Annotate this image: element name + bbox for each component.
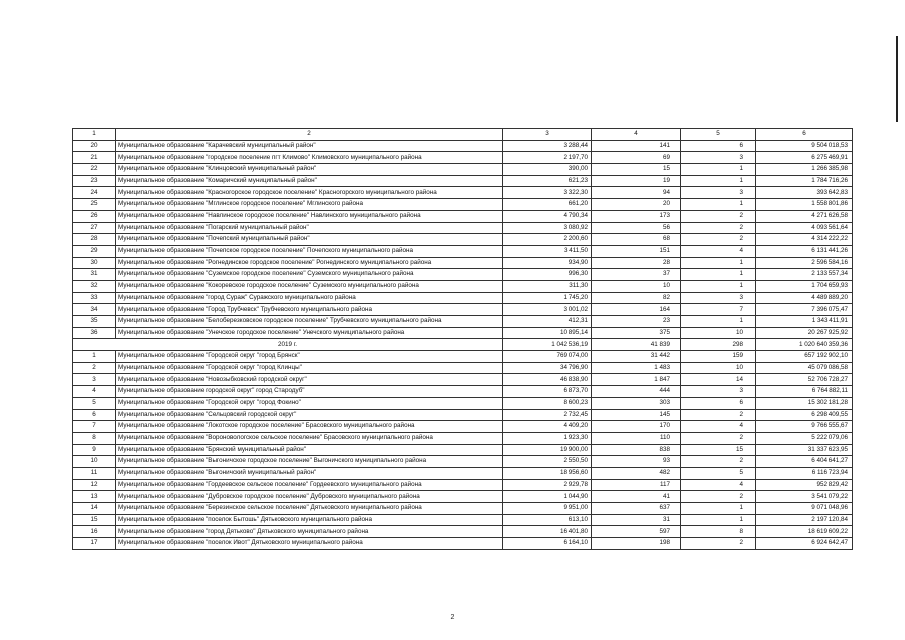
table-row: [73, 245, 853, 257]
row-number: 13: [73, 491, 116, 503]
header-cell-3: 3: [503, 129, 592, 141]
municipality-name: Муниципальное образование "Комаричский муниципальный район": [116, 175, 503, 187]
area-value: 934,90: [503, 257, 592, 269]
amount-value: 3 541 079,22: [756, 491, 853, 503]
area-value: 18 956,60: [503, 467, 592, 479]
items-value: 2: [681, 210, 756, 222]
count-value: 10: [592, 280, 681, 292]
table-row: [73, 374, 853, 386]
table-row: [73, 503, 853, 515]
municipality-name: Муниципальное образование "город Сураж" Суражского муниципального района: [116, 292, 503, 304]
row-number: 10: [73, 456, 116, 468]
table-row: [73, 292, 853, 304]
items-value: 4: [681, 421, 756, 433]
header-cell-4: 4: [592, 129, 681, 141]
table-row: [73, 164, 853, 176]
items-value: 2: [681, 456, 756, 468]
count-value: 141: [592, 140, 681, 152]
count-value: 198: [592, 538, 681, 550]
items-value: 1: [681, 280, 756, 292]
municipality-name: Муниципальное образование "Почепский муниципальный район": [116, 234, 503, 246]
table-row: [73, 526, 853, 538]
municipality-name: Муниципальное образование "Дубровское городское поселение" Дубровского муниципального района: [116, 491, 503, 503]
area-value: 996,30: [503, 269, 592, 281]
table-row: [73, 479, 853, 491]
count-value: 68: [592, 234, 681, 246]
items-value: 10: [681, 362, 756, 374]
area-value: 6 873,70: [503, 386, 592, 398]
table-row: [73, 199, 853, 211]
items-value: 14: [681, 374, 756, 386]
amount-value: 393 642,83: [756, 187, 853, 199]
table-row: [73, 280, 853, 292]
area-value: 621,23: [503, 175, 592, 187]
count-value: 597: [592, 526, 681, 538]
area-value: 1 923,30: [503, 432, 592, 444]
area-value: 1 745,20: [503, 292, 592, 304]
municipality-name: Муниципальное образование "Погарский муниципальный район": [116, 222, 503, 234]
year-total-row: [73, 339, 853, 351]
area-value: 3 322,30: [503, 187, 592, 199]
row-number: 24: [73, 187, 116, 199]
row-number: 16: [73, 526, 116, 538]
amount-value: 2 596 584,16: [756, 257, 853, 269]
count-value: 482: [592, 467, 681, 479]
table-header-row: [73, 129, 853, 141]
amount-value: 6 764 882,11: [756, 386, 853, 398]
area-value: 34 796,90: [503, 362, 592, 374]
year-label: 2019 г.: [73, 339, 503, 351]
area-value: 2 197,70: [503, 152, 592, 164]
municipality-name: Муниципальное образование "Городской округ "город Клинцы": [116, 362, 503, 374]
row-number: 2: [73, 362, 116, 374]
items-value: 2: [681, 234, 756, 246]
items-value: 15: [681, 444, 756, 456]
row-number: 30: [73, 257, 116, 269]
items-value: 10: [681, 327, 756, 339]
row-number: 17: [73, 538, 116, 550]
header-cell-1: 1: [73, 129, 116, 141]
municipality-name: Муниципальное образование "поселок Ивот" Дятьковского муниципального района: [116, 538, 503, 550]
area-value: 3 001,02: [503, 304, 592, 316]
area-value: 311,30: [503, 280, 592, 292]
area-value: 2 200,60: [503, 234, 592, 246]
municipality-name: Муниципальное образование "Городской округ "город Брянск": [116, 351, 503, 363]
items-value: 1: [681, 164, 756, 176]
table-row: [73, 187, 853, 199]
table-row: [73, 316, 853, 328]
municipality-name: Муниципальное образование "Почепское городское поселение" Почепского муниципального района: [116, 245, 503, 257]
header-cell-6: 6: [756, 129, 853, 141]
table-row: [73, 175, 853, 187]
items-value: 7: [681, 304, 756, 316]
row-number: 32: [73, 280, 116, 292]
year-total-amount: 1 020 640 359,36: [756, 339, 853, 351]
table-row: [73, 304, 853, 316]
municipality-name: Муниципальное образование "Вороновологское сельское поселение" Брасовского муниципального района: [116, 432, 503, 444]
count-value: 838: [592, 444, 681, 456]
row-number: 11: [73, 467, 116, 479]
amount-value: 52 706 728,27: [756, 374, 853, 386]
row-number: 12: [73, 479, 116, 491]
row-number: 34: [73, 304, 116, 316]
area-value: 9 951,00: [503, 503, 592, 515]
table-body: [73, 129, 853, 550]
row-number: 8: [73, 432, 116, 444]
count-value: 303: [592, 397, 681, 409]
page-number: 2: [450, 614, 455, 621]
count-value: 145: [592, 409, 681, 421]
count-value: 15: [592, 164, 681, 176]
municipality-name: Муниципальное образование "Унечское городское поселение" Унечского муниципального района: [116, 327, 503, 339]
table-row: [73, 421, 853, 433]
amount-value: 6 131 441,26: [756, 245, 853, 257]
area-value: 8 600,23: [503, 397, 592, 409]
amount-value: 6 116 723,94: [756, 467, 853, 479]
municipality-name: Муниципальное образование "Кокоревское городское поселение" Суземского муниципального района: [116, 280, 503, 292]
year-total-items: 298: [681, 339, 756, 351]
amount-value: 1 784 716,26: [756, 175, 853, 187]
amount-value: 4 271 626,58: [756, 210, 853, 222]
table-row: [73, 397, 853, 409]
items-value: 6: [681, 140, 756, 152]
table-row: [73, 432, 853, 444]
items-value: 159: [681, 351, 756, 363]
count-value: 82: [592, 292, 681, 304]
items-value: 5: [681, 467, 756, 479]
amount-value: 6 924 642,47: [756, 538, 853, 550]
row-number: 36: [73, 327, 116, 339]
municipality-name: Муниципальное образование "поселок Бытошь" Дятьковского муниципального района: [116, 514, 503, 526]
row-number: 3: [73, 374, 116, 386]
table-row: [73, 257, 853, 269]
table-row: [73, 234, 853, 246]
row-number: 14: [73, 503, 116, 515]
area-value: 6 164,10: [503, 538, 592, 550]
area-value: 10 895,14: [503, 327, 592, 339]
count-value: 117: [592, 479, 681, 491]
municipality-name: Муниципальное образование "Белоберезковское городское поселение" Трубчевского муниципального района: [116, 316, 503, 328]
items-value: 3: [681, 152, 756, 164]
items-value: 6: [681, 397, 756, 409]
municipality-name: Муниципальное образование "Брянский муниципальный район": [116, 444, 503, 456]
amount-value: 1 704 659,93: [756, 280, 853, 292]
row-number: 5: [73, 397, 116, 409]
municipality-name: Муниципальное образование "Новозыбковский городской округ": [116, 374, 503, 386]
count-value: 375: [592, 327, 681, 339]
items-value: 2: [681, 538, 756, 550]
header-cell-5: 5: [681, 129, 756, 141]
count-value: 94: [592, 187, 681, 199]
year-total-count: 41 839: [592, 339, 681, 351]
row-number: 35: [73, 316, 116, 328]
amount-value: 4 489 889,20: [756, 292, 853, 304]
count-value: 110: [592, 432, 681, 444]
table-row: [73, 538, 853, 550]
amount-value: 1 558 801,86: [756, 199, 853, 211]
count-value: 637: [592, 503, 681, 515]
count-value: 56: [592, 222, 681, 234]
count-value: 444: [592, 386, 681, 398]
year-total-area: 1 042 536,19: [503, 339, 592, 351]
amount-value: 952 829,42: [756, 479, 853, 491]
amount-value: 2 197 120,84: [756, 514, 853, 526]
count-value: 20: [592, 199, 681, 211]
municipality-name: Муниципальное образование "Сельцовский городской округ": [116, 409, 503, 421]
items-value: 3: [681, 292, 756, 304]
amount-value: 6 404 641,27: [756, 456, 853, 468]
amount-value: 9 766 555,67: [756, 421, 853, 433]
row-number: 22: [73, 164, 116, 176]
row-number: 23: [73, 175, 116, 187]
row-number: 31: [73, 269, 116, 281]
amount-value: 2 133 557,34: [756, 269, 853, 281]
count-value: 23: [592, 316, 681, 328]
items-value: 1: [681, 175, 756, 187]
items-value: 3: [681, 187, 756, 199]
area-value: 2 929,78: [503, 479, 592, 491]
scan-edge-mark: [896, 36, 898, 122]
area-value: 46 838,90: [503, 374, 592, 386]
items-value: 1: [681, 269, 756, 281]
items-value: 2: [681, 432, 756, 444]
municipality-name: Муниципальное образование "Мглинское городское поселение" Мглинского района: [116, 199, 503, 211]
municipality-name: Муниципальное образование "городское поселение пгт Климово" Климовского муниципального района: [116, 152, 503, 164]
row-number: 1: [73, 351, 116, 363]
table-row: [73, 222, 853, 234]
count-value: 41: [592, 491, 681, 503]
table-row: [73, 456, 853, 468]
municipality-name: Муниципальное образование "Локотское городское поселение" Брасовского муниципального района: [116, 421, 503, 433]
items-value: 2: [681, 409, 756, 421]
items-value: 1: [681, 199, 756, 211]
table-row: [73, 140, 853, 152]
table-row: [73, 514, 853, 526]
table-row: [73, 409, 853, 421]
municipality-name: Муниципальное образование "Красногорское городское поселение" Красногорского муниципального района: [116, 187, 503, 199]
table-row: [73, 467, 853, 479]
items-value: 2: [681, 222, 756, 234]
municipality-name: Муниципальное образование "Гордеевское сельское поселение" Гордеевского муниципального района: [116, 479, 503, 491]
count-value: 93: [592, 456, 681, 468]
count-value: 1 483: [592, 362, 681, 374]
amount-value: 6 298 409,55: [756, 409, 853, 421]
area-value: 16 401,80: [503, 526, 592, 538]
items-value: 3: [681, 386, 756, 398]
amount-value: 9 071 048,96: [756, 503, 853, 515]
municipality-name: Муниципальное образование "Березинское сельское поселение" Дятьковского муниципального района: [116, 503, 503, 515]
row-number: 25: [73, 199, 116, 211]
count-value: 37: [592, 269, 681, 281]
area-value: 412,31: [503, 316, 592, 328]
table-row: [73, 386, 853, 398]
municipality-name: Муниципальное образование "город Дятьково" Дятьковского муниципального района: [116, 526, 503, 538]
table-row: [73, 362, 853, 374]
count-value: 151: [592, 245, 681, 257]
count-value: 164: [592, 304, 681, 316]
amount-value: 1 343 411,91: [756, 316, 853, 328]
area-value: 2 550,50: [503, 456, 592, 468]
area-value: 3 080,92: [503, 222, 592, 234]
row-number: 4: [73, 386, 116, 398]
amount-value: 4 314 222,22: [756, 234, 853, 246]
header-cell-2: 2: [116, 129, 503, 141]
items-value: 1: [681, 257, 756, 269]
municipality-name: Муниципальное образование городской округ" город Стародуб": [116, 386, 503, 398]
area-value: 1 044,90: [503, 491, 592, 503]
items-value: 4: [681, 479, 756, 491]
municipality-name: Муниципальное образование "Город Трубчевск" Трубчевского муниципального района: [116, 304, 503, 316]
amount-value: 7 396 075,47: [756, 304, 853, 316]
row-number: 28: [73, 234, 116, 246]
area-value: 19 900,00: [503, 444, 592, 456]
count-value: 19: [592, 175, 681, 187]
amount-value: 4 093 561,64: [756, 222, 853, 234]
count-value: 173: [592, 210, 681, 222]
count-value: 31 442: [592, 351, 681, 363]
area-value: 390,00: [503, 164, 592, 176]
table-row: [73, 327, 853, 339]
table-row: [73, 152, 853, 164]
items-value: 1: [681, 503, 756, 515]
amount-value: 657 192 902,10: [756, 351, 853, 363]
amount-value: 15 302 181,28: [756, 397, 853, 409]
area-value: 3 288,44: [503, 140, 592, 152]
area-value: 769 074,00: [503, 351, 592, 363]
row-number: 21: [73, 152, 116, 164]
count-value: 31: [592, 514, 681, 526]
municipality-name: Муниципальное образование "Выгоничское городское поселение" Выгоничского муниципального района: [116, 456, 503, 468]
items-value: 1: [681, 316, 756, 328]
table-row: [73, 491, 853, 503]
row-number: 29: [73, 245, 116, 257]
table-row: [73, 210, 853, 222]
municipality-name: Муниципальное образование "Карачевский муниципальный район": [116, 140, 503, 152]
row-number: 9: [73, 444, 116, 456]
amount-value: 45 079 086,58: [756, 362, 853, 374]
municipality-name: Муниципальное образование "Рогнединское городское поселение" Рогнединского муниципального района: [116, 257, 503, 269]
row-number: 6: [73, 409, 116, 421]
amount-value: 6 275 469,91: [756, 152, 853, 164]
amount-value: 31 337 623,95: [756, 444, 853, 456]
count-value: 170: [592, 421, 681, 433]
municipality-name: Муниципальное образование "Выгоничский муниципальный район": [116, 467, 503, 479]
area-value: 4 790,34: [503, 210, 592, 222]
row-number: 20: [73, 140, 116, 152]
count-value: 28: [592, 257, 681, 269]
area-value: 3 411,50: [503, 245, 592, 257]
municipality-name: Муниципальное образование "Навлинское городское поселение" Навлинского муниципального района: [116, 210, 503, 222]
row-number: 27: [73, 222, 116, 234]
row-number: 7: [73, 421, 116, 433]
area-value: 613,10: [503, 514, 592, 526]
amount-value: 20 267 925,92: [756, 327, 853, 339]
row-number: 15: [73, 514, 116, 526]
area-value: 661,20: [503, 199, 592, 211]
count-value: 69: [592, 152, 681, 164]
amount-value: 18 619 609,22: [756, 526, 853, 538]
amount-value: 1 266 385,98: [756, 164, 853, 176]
table-row: [73, 444, 853, 456]
items-value: 4: [681, 245, 756, 257]
amount-value: 5 222 079,06: [756, 432, 853, 444]
items-value: 8: [681, 526, 756, 538]
row-number: 33: [73, 292, 116, 304]
municipality-name: Муниципальное образование "Городской округ "город Фокино": [116, 397, 503, 409]
row-number: 26: [73, 210, 116, 222]
data-table: [72, 128, 853, 550]
area-value: 4 409,20: [503, 421, 592, 433]
table-row: [73, 269, 853, 281]
table-row: [73, 351, 853, 363]
items-value: 2: [681, 491, 756, 503]
municipality-name: Муниципальное образование "Суземское городское поселение" Суземского муниципального района: [116, 269, 503, 281]
municipality-name: Муниципальное образование "Клинцовский муниципальный район": [116, 164, 503, 176]
count-value: 1 847: [592, 374, 681, 386]
area-value: 2 732,45: [503, 409, 592, 421]
amount-value: 9 504 018,53: [756, 140, 853, 152]
items-value: 1: [681, 514, 756, 526]
